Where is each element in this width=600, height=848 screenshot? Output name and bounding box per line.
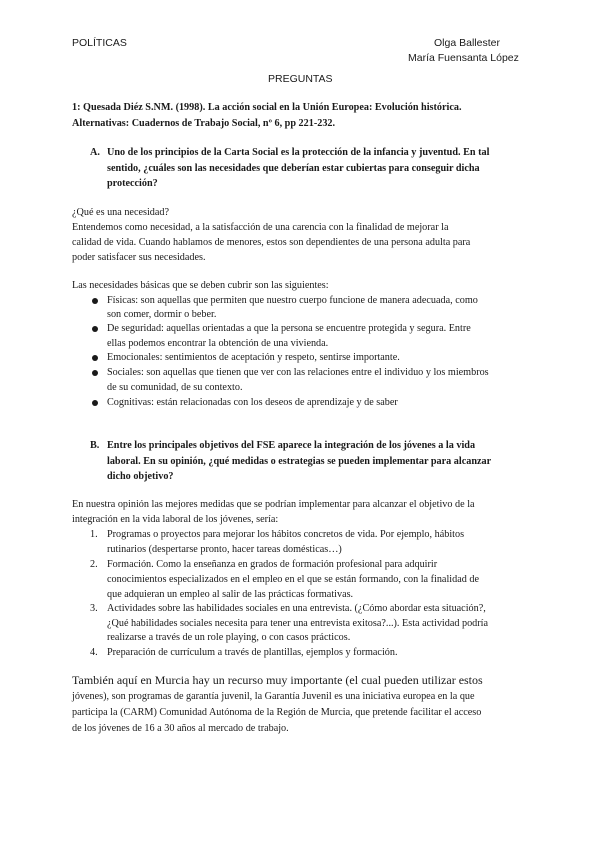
paragraph-line: Entendemos como necesidad, a la satisfacción de una carencia con la finalidad de mejorar la xyxy=(72,222,449,233)
question-line: laboral. En su opinión, ¿qué medidas o estrategias se pueden implementar para alcanzar xyxy=(107,456,492,467)
closing-line: También aquí en Murcia hay un recurso muy importante (el cual pueden utilizar estos xyxy=(72,673,483,687)
author-name-1: Olga Ballester xyxy=(434,37,500,49)
reference-line: 1: Quesada Diéz S.NM. (1998). La acción social en la Unión Europea: Evolución histórica. xyxy=(72,102,462,113)
closing-line: participa la (CARM) Comunidad Autónoma de la Región de Murcia, que pretende facilitar el acceso xyxy=(72,707,482,718)
closing-line: jóvenes), son programas de garantía juvenil, la Garantía Juvenil es una iniciativa europea en la que xyxy=(72,691,475,702)
list-item: que adquieran un empleo al salir de las prácticas formativas. xyxy=(107,589,354,600)
list-item: Sociales: son aquellas que tienen que ver con las relaciones entre el individuo y los miembros xyxy=(107,367,489,378)
reference-line: Alternativas: Cuadernos de Trabajo Social, nº 6, pp 221-232. xyxy=(72,118,336,129)
list-item: rutinarios (despertarse pronto, hacer tareas domésticas…) xyxy=(107,544,342,555)
question-marker: B. xyxy=(90,440,100,451)
item-number: 1. xyxy=(90,529,98,540)
question-line: dicho objetivo? xyxy=(107,471,174,482)
list-item: Actividades sobre las habilidades sociales en una entrevista. (¿Cómo abordar esta situación?, xyxy=(107,603,486,614)
bullet-dot xyxy=(92,298,98,304)
list-intro: Las necesidades básicas que se deben cubrir son las siguientes: xyxy=(72,280,329,291)
paragraph-line: poder satisfacer sus necesidades. xyxy=(72,252,206,263)
question-line: protección? xyxy=(107,178,158,189)
question-marker: A. xyxy=(90,147,100,158)
item-number: 3. xyxy=(90,603,98,614)
item-number: 2. xyxy=(90,559,98,570)
paragraph-line: integración en la vida laboral de los jóvenes, sería: xyxy=(72,514,279,525)
list-item: Emocionales: sentimientos de aceptación y respeto, sentirse importante. xyxy=(107,352,400,363)
bullet-dot xyxy=(92,326,98,332)
list-item: Cognitivas: están relacionadas con los deseos de aprendizaje y de saber xyxy=(107,397,398,408)
bullet-dot xyxy=(92,370,98,376)
bullet-dot xyxy=(92,355,98,361)
list-item: conocimientos especializados en el empleo en el que se están formando, con la finalidad de xyxy=(107,574,479,585)
question-line: Uno de los principios de la Carta Social es la protección de la infancia y juventud. En tal xyxy=(107,147,490,158)
author-name-2: María Fuensanta López xyxy=(408,52,519,64)
closing-line: de los jóvenes de 16 a 30 años al mercado de trabajo. xyxy=(72,723,289,734)
question-line: Entre los principales objetivos del FSE aparece la integración de los jóvenes a la vida xyxy=(107,440,476,451)
list-item: Formación. Como la enseñanza en grados de formación profesional para adquirir xyxy=(107,559,438,570)
list-item: de su comunidad, de su contexto. xyxy=(107,382,243,393)
bullet-dot xyxy=(92,400,98,406)
list-item: ¿Qué habilidades sociales necesita para tener una entrevista exitosa?...). Esta actividad podría xyxy=(107,618,489,629)
list-item: realizarse a través de un role playing, o con casos prácticos. xyxy=(107,632,351,643)
paragraph-line: calidad de vida. Cuando hablamos de menores, estos son dependientes de una persona adulta para xyxy=(72,237,471,248)
question-line: sentido, ¿cuáles son las necesidades que deberían estar cubiertas para conseguir dicha xyxy=(107,163,480,174)
page-title: PREGUNTAS xyxy=(268,73,333,85)
item-number: 4. xyxy=(90,647,98,658)
header-left: POLÍTICAS xyxy=(72,37,127,49)
paragraph-line: ¿Qué es una necesidad? xyxy=(72,207,170,218)
list-item: Preparación de currículum a través de plantillas, ejemplos y formación. xyxy=(107,647,398,658)
list-item: ellas podemos encontrar la obtención de una vivienda. xyxy=(107,338,329,349)
paragraph-line: En nuestra opinión las mejores medidas que se podrían implementar para alcanzar el objetivo de la xyxy=(72,499,475,510)
list-item: De seguridad: aquellas orientadas a que la persona se encuentre protegida y segura. Entre xyxy=(107,323,471,334)
list-item: Programas o proyectos para mejorar los hábitos concretos de vida. Por ejemplo, hábitos xyxy=(107,529,465,540)
list-item: Físicas: son aquellas que permiten que nuestro cuerpo funcione de manera adecuada, como xyxy=(107,295,478,306)
list-item: son comer, dormir o beber. xyxy=(107,309,217,320)
